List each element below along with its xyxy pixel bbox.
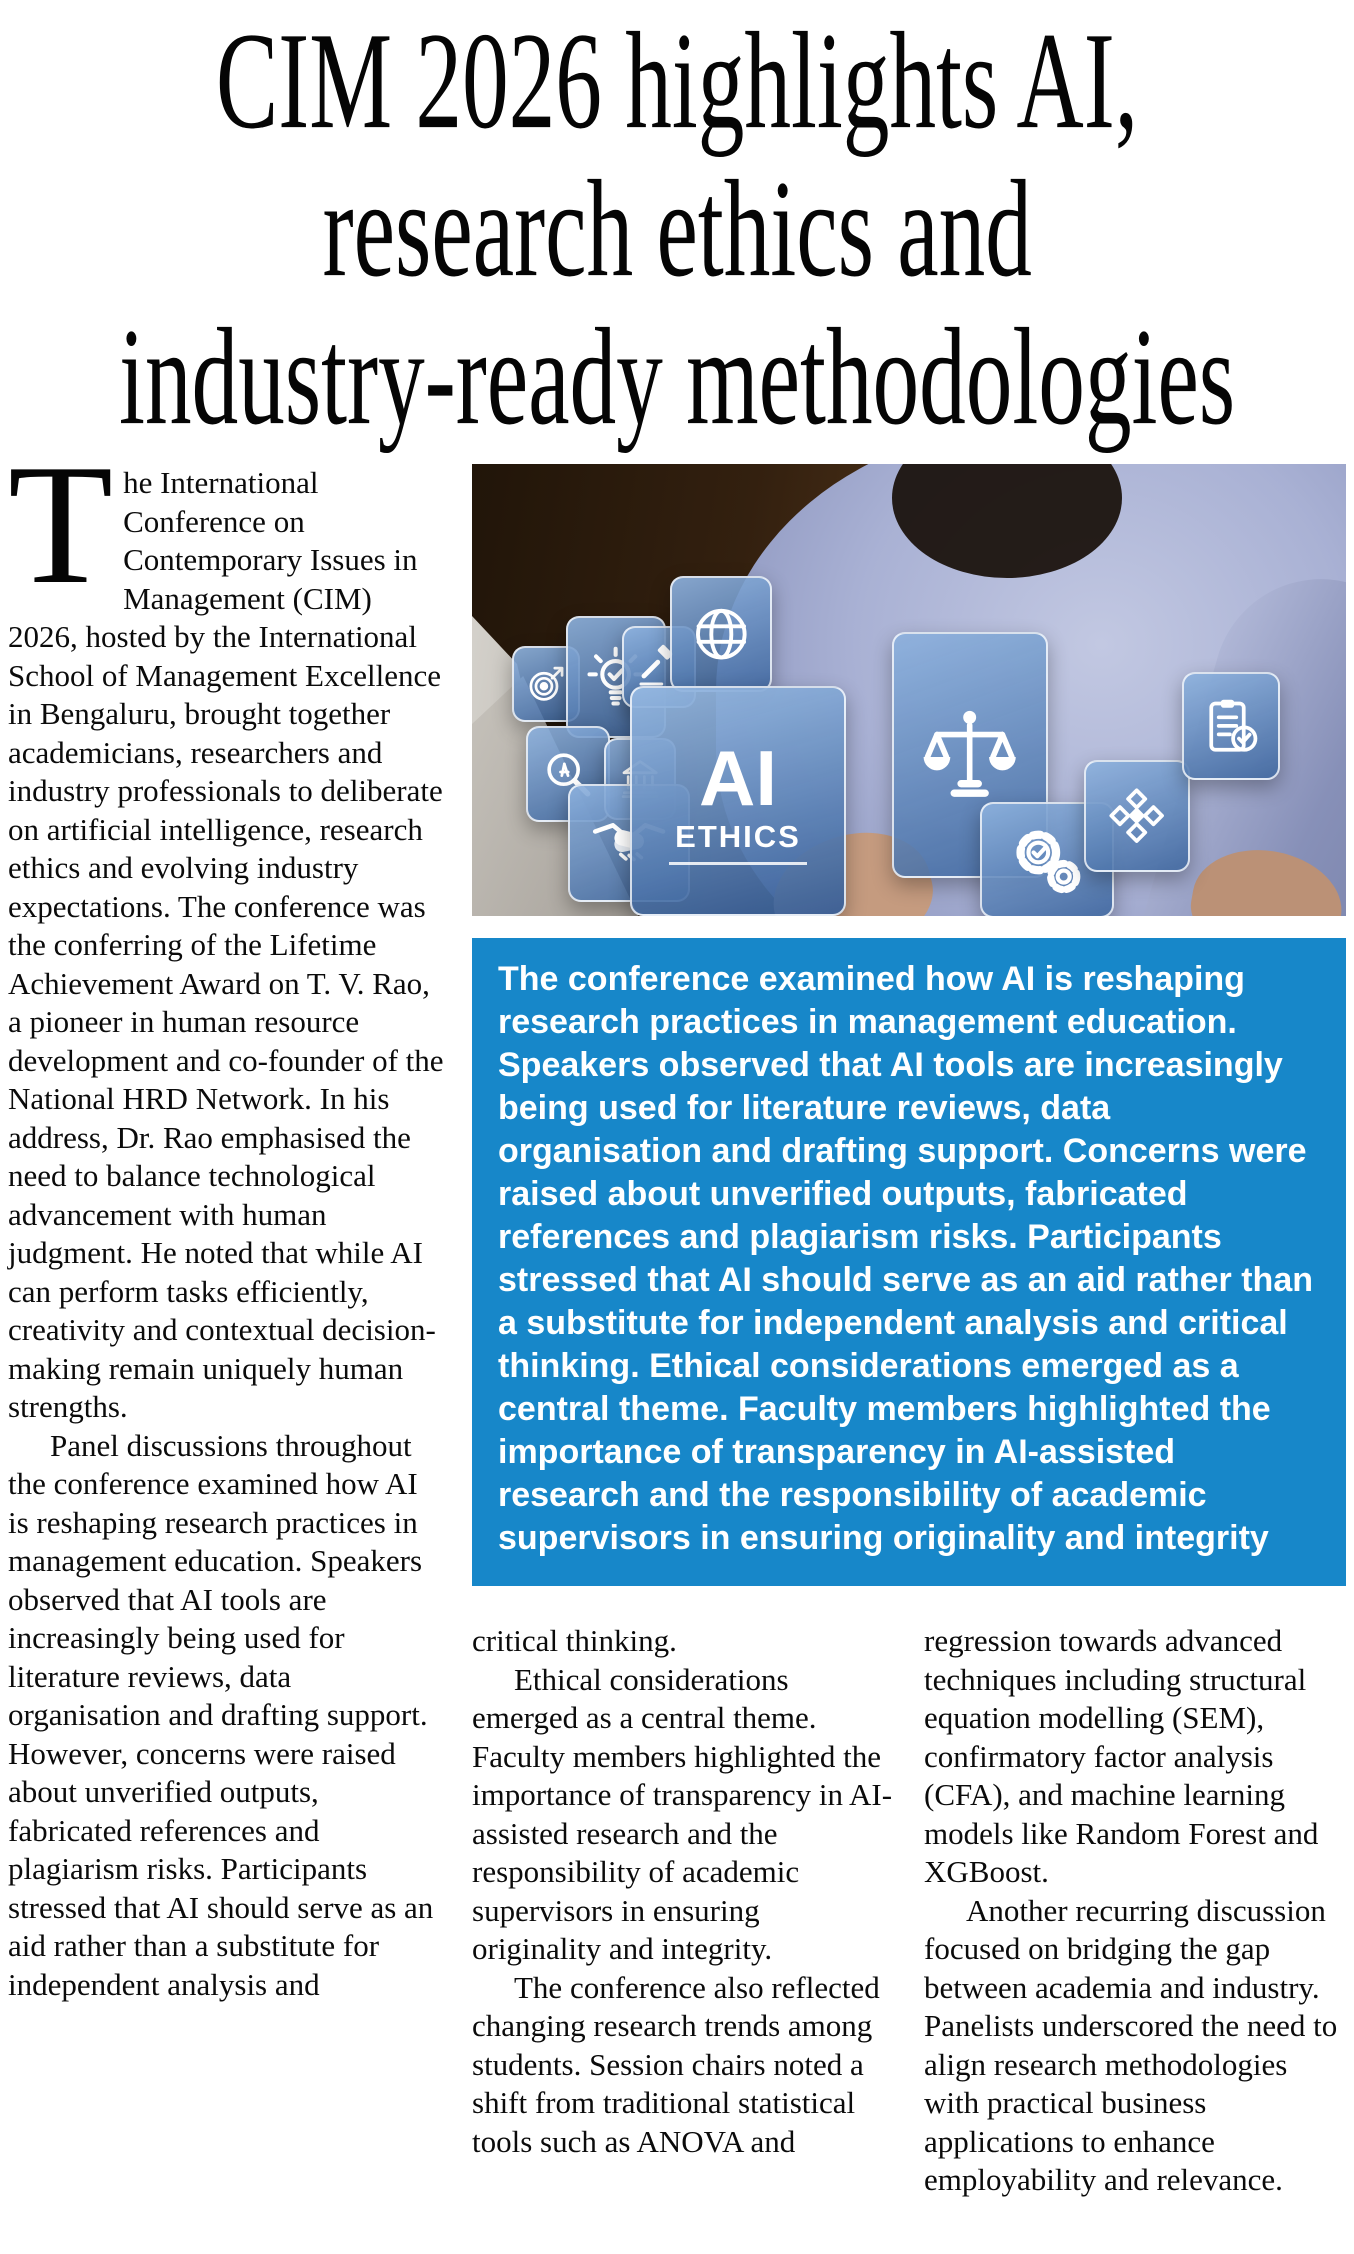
bottom-columns: [472, 1622, 1346, 2200]
paragraph-lead: [8, 430, 446, 1427]
checklist-icon: [1199, 691, 1263, 762]
paragraph-col2-1: critical thinking.: [472, 1623, 677, 1658]
globe-tile: [670, 576, 772, 692]
paragraph-col2-3: The conference also reflected changing research trends among students. Session chairs noted a shift from traditional statistical tools such as ANOVA and: [472, 1969, 880, 2159]
ai-ethics-tile: [630, 686, 846, 916]
caption-box: [472, 938, 1346, 1586]
globe-icon: [688, 596, 755, 672]
checklist-tile: [1182, 672, 1280, 780]
headline-line-3: [8, 301, 1346, 454]
target-icon: [524, 660, 568, 709]
headline-text-1: CIM 2026 highlights AI,: [215, 4, 1139, 158]
article-photo: [472, 464, 1346, 916]
article-body: [8, 430, 1346, 2200]
paragraph-lead-text: he International Conference on Contemporary Issues in Management (CIM) 2026, hosted by the International School of Management Excellence in Bengaluru, brought together academicians, researchers and industry professionals to deliberate on artificial intelligence, research ethics and evolving industry expectations. The conference was the conferring of the Lifetime Achievement Award on T. V. Rao, a pioneer in human resource development and co-founder of the National HRD Network. In his address, Dr. Rao emphasised the need to balance technological advancement with human judgment. He noted that while AI can perform tasks efficiently, creativity and contextual decision-making remain uniquely human strengths.: [8, 465, 444, 1424]
drop-cap: T: [8, 430, 114, 620]
caption-text: The conference examined how AI is reshaping research practices in management education. Speakers observed that AI tools are increasingly being used for literature reviews, data organisation and drafting support. Concerns were raised about unverified outputs, fabricated references and plagiarism risks. Participants stressed that AI should serve as an aid rather than a substitute for independent analysis and critical thinking. Ethical considerations emerged as a central theme. Faculty members highlighted the importance of transparency in AI-assisted research and the responsibility of academic supervisors in ensuring originality and integrity: [498, 960, 1314, 1557]
paragraph-col3-2: Another recurring discussion focused on bridging the gap between academia and industry. Panelists underscored the need to align research methodologies with practical business applications to enhance employability and relevance.: [924, 1892, 1338, 2197]
network-icon: [1102, 779, 1171, 852]
paragraph-col2-2: Ethical considerations emerged as a central theme. Faculty members highlighted the importance of transparency in AI-assisted research and the responsibility of academic supervisors in ensuring originality and integrity.: [472, 1661, 893, 1966]
right-column: [924, 1622, 1346, 2200]
network-tile: [1084, 760, 1190, 872]
headline-line-1: [8, 4, 1346, 158]
ethics-label: ETHICS: [669, 818, 807, 865]
paragraph-col1-2: Panel discussions throughout the conference examined how AI is reshaping research practices in management education. Speakers observed that AI tools are increasingly being used for literature reviews, data organisation and drafting support. However, concerns were raised about unverified outputs, fabricated references and plagiarism risks. Participants stressed that AI should serve as an aid rather than a substitute for independent analysis and: [8, 1427, 434, 2002]
ai-label: AI: [699, 733, 777, 822]
right-area: [472, 464, 1346, 2200]
headline-line-2: [8, 153, 1346, 306]
gears-icon: [1003, 822, 1091, 898]
middle-column: [472, 1622, 894, 2200]
headline-text-3: industry-ready methodologies: [118, 301, 1236, 454]
headline: [8, 4, 1346, 454]
left-column: [8, 430, 446, 2200]
headline-text-2: research ethics and: [322, 153, 1032, 306]
paragraph-col3-1: regression towards advanced techniques including structural equation modelling (SEM), confirmatory factor analysis (CFA), and machine learning models like Random Forest and XGBoost.: [924, 1623, 1319, 1889]
